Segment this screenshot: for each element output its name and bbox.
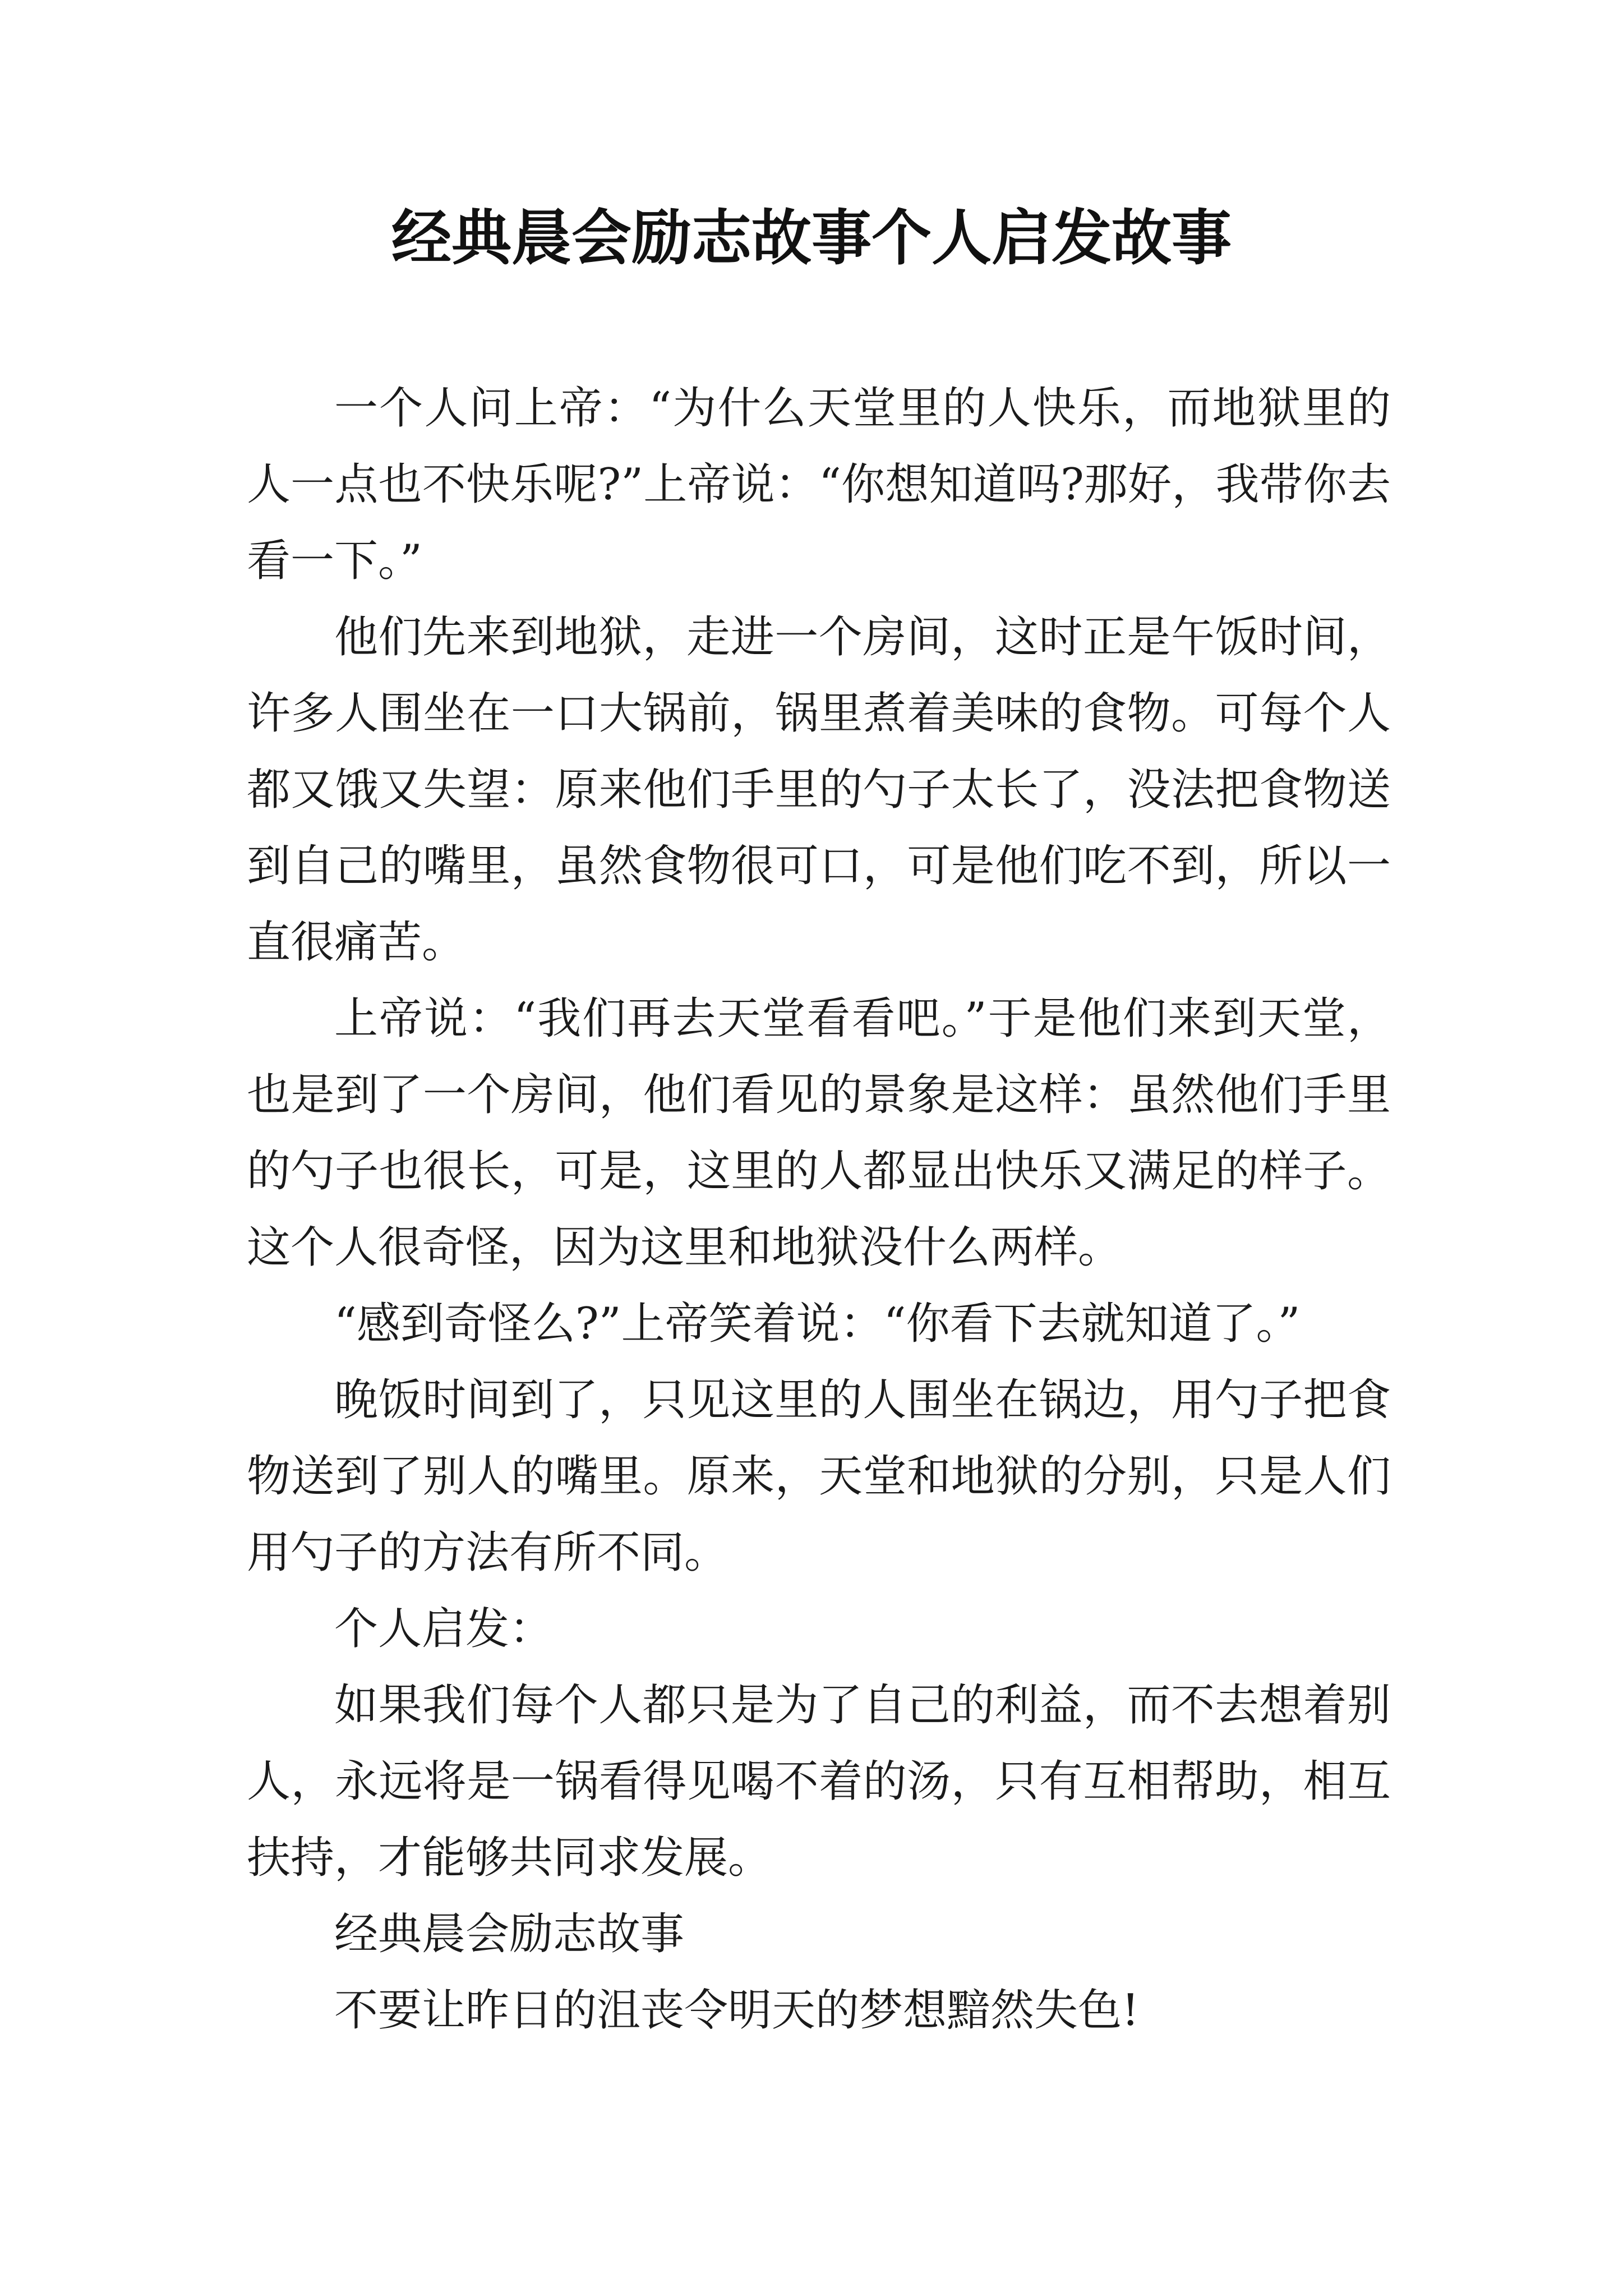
paragraph-insight: 如果我们每个人都只是为了自己的利益，而不去想着别人，永远将是一锅看得见喝不着的汤，只有互相帮助，相互扶持，才能够共同求发展。: [247, 1680, 1391, 1883]
paragraph-question: 一个人问上帝：“为什么天堂里的人快乐，而地狱里的人一点也不快乐呢?”上帝说：“你想知道吗?那好，我带你去看一下。”: [247, 383, 1391, 586]
paragraph-section-heading: 经典晨会励志故事: [334, 1909, 685, 1959]
paragraph-dinner-time: 晚饭时间到了，只见这里的人围坐在锅边，用勺子把食物送到了别人的嘴里。原来，天堂和地狱的分别，只是人们用勺子的方法有所不同。: [247, 1375, 1391, 1578]
paragraph-god-smiles: “感到奇怪么?”上帝笑着说：“你看下去就知道了。”: [334, 1299, 1301, 1349]
paragraph-insight-heading: 个人启发：: [334, 1604, 554, 1654]
paragraph-motto: 不要让昨日的沮丧令明天的梦想黯然失色!: [334, 1985, 1140, 2036]
paragraph-heaven-visit: 上帝说：“我们再去天堂看看吧。”于是他们来到天堂，也是到了一个房间，他们看见的景象是这样：虽然他们手里的勺子也很长，可是，这里的人都显出快乐又满足的样子。这个人很奇怪，因为这里和地狱没什么两样。: [247, 993, 1391, 1273]
document-title: 经典晨会励志故事个人启发故事: [391, 203, 1232, 273]
paragraph-hell-visit: 他们先来到地狱，走进一个房间，这时正是午饭时间，许多人围坐在一口大锅前，锅里煮着美味的食物。可每个人都又饿又失望：原来他们手里的勺子太长了，没法把食物送到自己的嘴里，虽然食物很可口，可是他们吃不到，所以一直很痛苦。: [247, 612, 1391, 968]
document-body: [247, 370, 1391, 2049]
